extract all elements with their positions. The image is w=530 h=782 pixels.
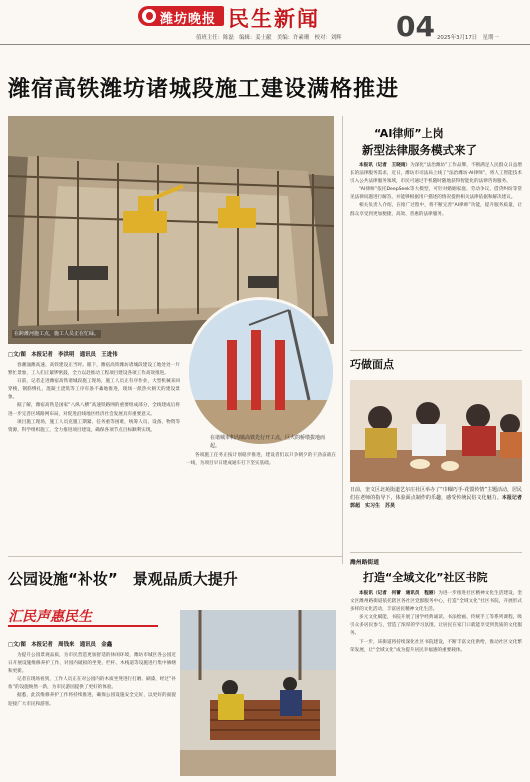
park-paragraph-3: 据悉，此次维修养护工作将持续推进，确保公园设施安全完好，以更好的面貌迎接广大市民和游客。 (8, 693, 176, 707)
culture-paragraph-1: 为进一步推进社区精神文化生活建设，奎文区潍州路街道依托辖区各社区党群服务中心，打造“全域文化”社区书院，开展形式多样的文化活动，丰富居民精神文化生活。 (350, 591, 522, 613)
craft-rule (350, 350, 522, 351)
masthead-rule (0, 44, 530, 45)
masthead (0, 0, 530, 44)
inset-photo-caption: 在诸城市积沟镇高铁先行开工点，巨大的桥墩拔地而起。 (210, 435, 326, 449)
ai-lawyer-paragraph-2: “AI律师”依托DeepSeek等大模型，可针对婚姻家庭、劳动争议、借贷纠纷等常见法律问题进行解答，并能够根据用户描述的情况提供相关法律依据和解决建议。 (350, 187, 522, 201)
lead-paragraph-4: 项目施工现场，施工人员克服工期紧、任务重等困难，统筹人员、设备、物资等资源，科学组织施工，全力推进项目建设，确保各项节点目标顺利实现。 (8, 419, 180, 433)
lead-paragraph-1: 春潮涌潍高速、高铁建设正当时。眼下，潍宿高铁潍坊诸城段建设工地处处一片繁忙景象，工人们正紧锣密鼓，全力以赴推动工程项目建设各项工作高效推进。 (8, 363, 180, 377)
column-logo-swoosh (8, 625, 158, 627)
lead-headline: 潍宿高铁潍坊诸城段施工建设满格推进 (8, 77, 400, 102)
culture-byline: 本报讯（记者 何蕾 通讯员 程丽） (359, 591, 439, 596)
column-logo-part2: 惠民生 (50, 609, 92, 625)
culture-body (350, 590, 522, 774)
issue-date: 2025年3月17日 星期一 (437, 35, 499, 41)
masthead-credits: 值班主任：陈磊 编辑：姜士献 美编：许素珊 校对：刘辉 (196, 35, 342, 41)
column-logo (8, 606, 176, 632)
park-paragraph-2: 记者在现场看到，工作人员正在对公园内的木质坐凳进行打磨、刷漆，经过“补妆”的设施焕然一新，为市民游园提供了更好的体验。 (8, 677, 176, 691)
park-repair-illustration (180, 610, 336, 776)
culture-headline: 打造“全域文化”社区书院 (363, 571, 488, 584)
page-number: 04 (396, 10, 435, 43)
craft-title: 巧做面点 (350, 358, 394, 371)
ai-lawyer-body (350, 162, 522, 346)
right-column-rule (342, 116, 343, 564)
lead-paragraph-5: 各项施工任务正按计划稳步推进，建设者们以只争朝夕的干劲奋战在一线，为项目早日建成通车打下坚实基础。 (186, 453, 336, 467)
dough-craft-photo (350, 380, 522, 482)
section-name: 民生新闻 (228, 6, 320, 31)
park-paragraph-1: 为提升公园景观品质，为市民营造更加舒适的休闲环境，潍坊市城区各公园近日开展设施维修养护工作，对园内破损的坐凳、栏杆、木栈道等设施进行集中修缮和更新。 (8, 653, 176, 675)
lead-paragraph-2: 日前，记者走进潍宿高铁诸城段施工现场，施工人员正有序作业，大型机械来回穿梭，钢筋绑扎、混凝土浇筑等工序有条不紊地推进，现场一派热火朝天的建设景象。 (8, 379, 180, 401)
ai-lawyer-kicker: “AI律师”上岗 (374, 127, 444, 140)
column-logo-part1: 汇民声 (8, 609, 50, 625)
lower-story-rule (8, 556, 342, 557)
bridge-pier-illustration (189, 300, 333, 444)
bridge-pier-inset-photo (186, 297, 336, 447)
paper-logo-icon-inner (146, 12, 153, 20)
lead-body-left (8, 362, 180, 546)
dough-craft-illustration (350, 380, 522, 482)
lead-photo-caption: 在跨潍河施工点，施工人员正在忙碌。 (14, 331, 100, 337)
paper-name: 潍坊晚报 (160, 12, 217, 27)
park-body (8, 652, 176, 776)
culture-paragraph-2: 多元文化赋能，书院开展了国学经典诵读、书法绘画、传统手工等系列课程，吸引众多居民参与，营造了浓厚的学习氛围，让居民在家门口就能享受到优质的文化服务。 (350, 615, 522, 637)
park-repair-photo (180, 610, 336, 776)
lead-body-right (186, 452, 336, 546)
craft-caption (350, 486, 527, 510)
craft-caption-text: 日前，奎文区北苑街道艺尔庄社区举办了“巾帼巧手·花馍传情”主题活动，居民们在老师的指导下，体验面点制作的乐趣，感受传统民俗文化魅力。 (350, 487, 522, 502)
ai-lawyer-byline: 本报讯（记者 王晓雨） (359, 163, 411, 168)
ai-lawyer-headline: 新型法律服务模式来了 (362, 143, 477, 157)
lead-paragraph-3: 据了解，潍宿高铁是国家“八纵八横”高速铁路网的重要组成部分，全线建成后将进一步完善区域路网布局，对促进沿线地区经济社会发展具有重要意义。 (8, 403, 180, 417)
ai-lawyer-paragraph-3: 相关负责人介绍，在推广过程中，将不断完善“AI律师”功能，提升服务质量，让群众享受到更加便捷、高效、普惠的法律服务。 (350, 203, 522, 217)
culture-paragraph-3: 下一步，该街道将持续深化社区书院建设，不断丰富文化供给，推动社区文化繁荣发展，让“全域文化”成为提升居民幸福感的重要载体。 (350, 639, 522, 653)
culture-kicker: 潍州路街道 (350, 560, 379, 566)
park-headline: 公园设施“补妆” 景观品质大提升 (8, 570, 238, 588)
ai-lawyer-paragraph-1: 为深化“法治潍坊”工作品牌，不断满足人民群众日益增长的法律服务需求，近日，潍坊市司法局上线了“法治潍坊·AI律师”，将人工智能技术引入公共法律服务领域，市民可通过手机随时随地获得智能化的法律咨询服务。 (350, 163, 522, 185)
lead-byline: □文/图 本报记者 李洪明 通讯员 王进伟 (8, 352, 118, 358)
park-byline: □文/图 本报记者 周钱来 通讯员 金鑫 (8, 642, 113, 648)
craft-credit: 本报记者 郭超 实习生 苏昊 (350, 495, 527, 510)
culture-rule (350, 552, 522, 553)
